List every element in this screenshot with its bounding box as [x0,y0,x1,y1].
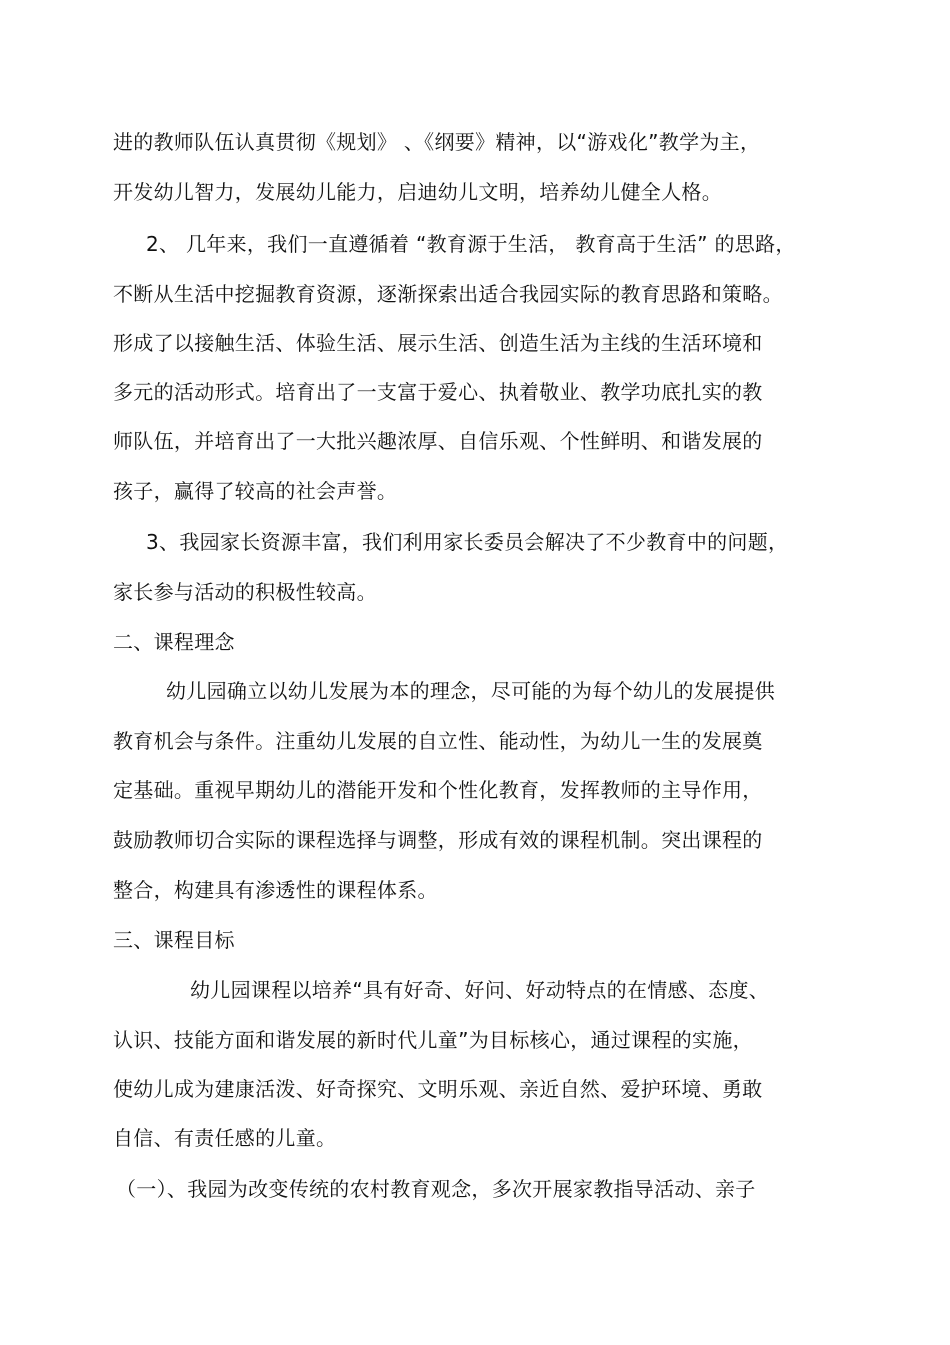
body-text-line: 孩子，赢得了较高的社会声誉。 [113,479,398,503]
body-text-line: 不断从生活中挖掘教育资源，逐渐探索出适合我园实际的教育思路和策略。 [113,282,783,306]
section-heading: 二、课程理念 [113,630,235,654]
paragraph-text-line: 幼儿园课程以培养“具有好奇、好问、好动特点的在情感、态度、 [190,978,770,1002]
body-text-line: 形成了以接触生活、体验生活、展示生活、创造生活为主线的生活环境和 [113,331,763,355]
body-text-line: 使幼儿成为建康活泼、好奇探究、文明乐观、亲近自然、爱护环境、勇敢 [113,1077,763,1101]
body-text-line: 自信、有责任感的儿童。 [113,1126,337,1150]
body-text-line: 进的教师队伍认真贯彻《规划》 、《纲要》精神，以“游戏化”教学为主， [113,130,761,154]
body-text-line: 家长参与活动的积极性较高。 [113,580,377,604]
paragraph-text-line: 3、我园家长资源丰富，我们利用家长委员会解决了不少教育中的问题， [146,530,789,554]
paragraph-text-line: （一）、我园为改变传统的农村教育观念，多次开展家教指导活动、亲子 [116,1177,756,1201]
body-text-line: 师队伍，并培育出了一大批兴趣浓厚、自信乐观、个性鲜明、和谐发展的 [113,429,763,453]
section-heading: 三、课程目标 [113,928,235,952]
body-text-line: 多元的活动形式。培育出了一支富于爱心、执着敬业、教学功底扎实的教 [113,380,763,404]
body-text-line: 认识、技能方面和谐发展的新时代儿童”为目标核心，通过课程的实施， [113,1028,753,1052]
body-text-line: 开发幼儿智力，发展幼儿能力，启迪幼儿文明，培养幼儿健全人格。 [113,180,722,204]
body-text-line: 整合，构建具有渗透性的课程体系。 [113,878,438,902]
body-text-line: 教育机会与条件。注重幼儿发展的自立性、能动性，为幼儿一生的发展奠 [113,729,763,753]
paragraph-text-line: 幼儿园确立以幼儿发展为本的理念，尽可能的为每个幼儿的发展提供 [166,679,775,703]
body-text-line: 定基础。重视早期幼儿的潜能开发和个性化教育，发挥教师的主导作用， [113,778,763,802]
body-text-line: 鼓励教师切合实际的课程选择与调整，形成有效的课程机制。突出课程的 [113,828,763,852]
paragraph-text-line: 2、 几年来，我们一直遵循着 “教育源于生活， 教育高于生活” 的思路， [146,232,796,256]
